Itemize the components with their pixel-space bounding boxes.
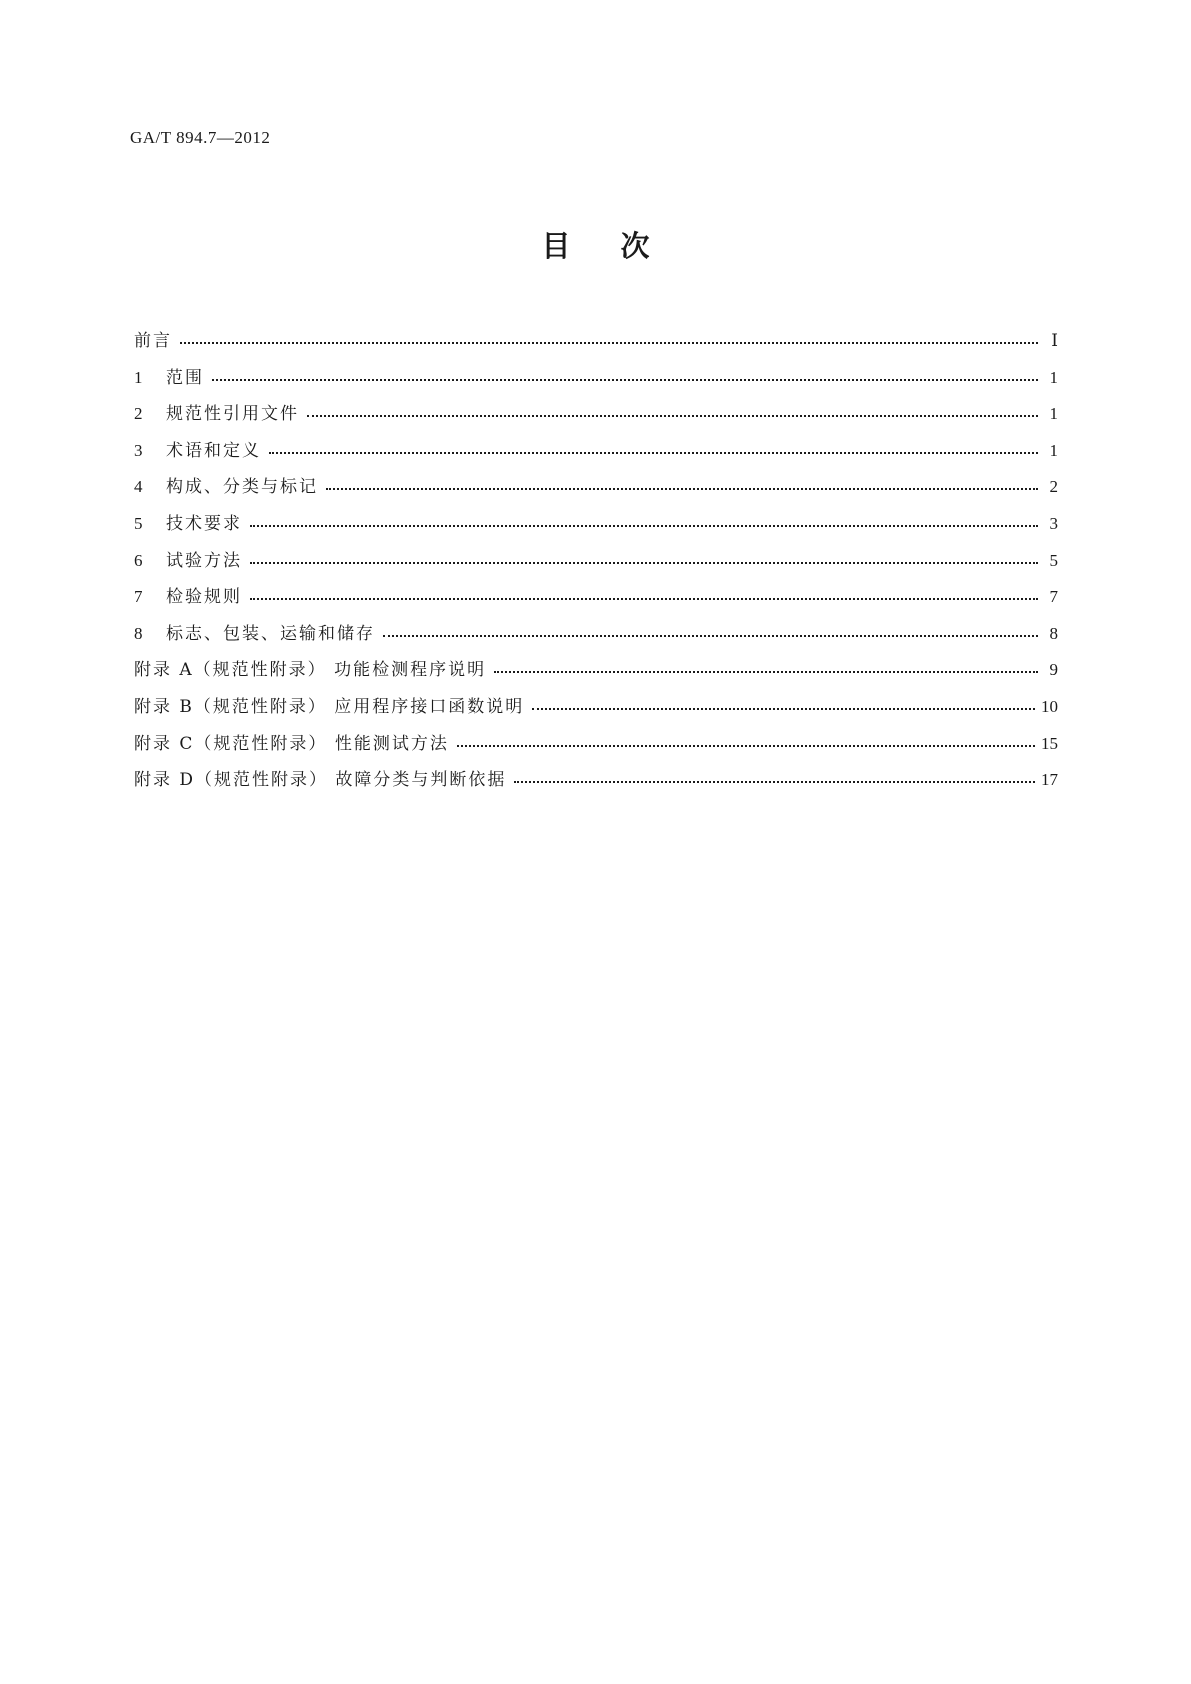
toc-leader — [307, 395, 1038, 417]
toc-leader — [532, 688, 1035, 710]
toc-entry-page: 1 — [1049, 404, 1058, 424]
toc-entry-page: 2 — [1049, 477, 1058, 497]
toc-entry-label: 术语和定义 — [166, 440, 261, 461]
toc-entry-page: 8 — [1049, 623, 1058, 643]
toc-entry-5[interactable] — [134, 507, 1058, 544]
toc-entry-number: 1 — [134, 367, 143, 387]
toc-entry-label: 技术要求 — [166, 513, 242, 534]
toc-entry-page: 7 — [1049, 587, 1058, 607]
toc-entry-label: 附录 A（规范性附录） 功能检测程序说明 — [134, 660, 487, 681]
toc-leader — [212, 359, 1038, 381]
toc-entry-page: 1 — [1049, 367, 1058, 387]
toc-entry-label: 构成、分类与标记 — [166, 477, 318, 498]
toc-entry-appendix-d[interactable] — [134, 763, 1058, 800]
toc-entry-label: 规范性引用文件 — [166, 404, 299, 425]
toc-entry-number: 3 — [134, 440, 143, 460]
toc-entry-label: 附录 B（规范性附录） 应用程序接口函数说明 — [134, 696, 525, 717]
toc-entry-foreword[interactable] — [134, 324, 1058, 361]
toc-entry-8[interactable] — [134, 617, 1058, 654]
toc-entry-7[interactable] — [134, 580, 1058, 617]
toc-entry-label: 前言 — [134, 331, 172, 351]
toc-entry-1[interactable] — [134, 361, 1058, 398]
toc-entry-label: 范围 — [166, 367, 204, 388]
toc-leader — [326, 468, 1038, 490]
toc-entry-number: 4 — [134, 477, 143, 497]
toc-leader — [514, 761, 1035, 783]
toc-entry-label: 试验方法 — [166, 550, 242, 571]
toc-entry-page: 9 — [1049, 660, 1058, 680]
toc-entry-page: 10 — [1041, 696, 1058, 716]
toc-leader — [180, 322, 1038, 344]
toc-entry-number: 5 — [134, 513, 143, 533]
toc-leader — [383, 615, 1038, 637]
toc-leader — [457, 725, 1035, 747]
toc-entry-appendix-a[interactable] — [134, 653, 1058, 690]
toc-entry-page: 3 — [1049, 513, 1058, 533]
table-of-contents — [134, 324, 1058, 800]
toc-entry-label: 附录 D（规范性附录） 故障分类与判断依据 — [134, 770, 507, 791]
toc-entry-number: 6 — [134, 550, 143, 570]
toc-entry-label: 检验规则 — [166, 587, 242, 608]
toc-entry-number: 2 — [134, 404, 143, 424]
toc-entry-label: 标志、包装、运输和储存 — [166, 623, 375, 644]
toc-leader — [269, 432, 1038, 454]
toc-entry-appendix-c[interactable] — [134, 727, 1058, 764]
toc-entry-4[interactable] — [134, 470, 1058, 507]
document-code: GA/T 894.7—2012 — [130, 128, 271, 147]
toc-leader — [250, 505, 1038, 527]
toc-leader — [250, 542, 1038, 564]
toc-entry-appendix-b[interactable] — [134, 690, 1058, 727]
toc-entry-page: 17 — [1041, 770, 1058, 790]
toc-entry-2[interactable] — [134, 397, 1058, 434]
toc-entry-label: 附录 C（规范性附录） 性能测试方法 — [134, 733, 449, 754]
toc-entry-page: Ⅰ — [1051, 331, 1058, 350]
toc-title: 目次 — [541, 229, 700, 263]
toc-entry-page: 15 — [1041, 733, 1058, 753]
toc-leader — [250, 578, 1038, 600]
toc-entry-number: 7 — [134, 587, 143, 607]
toc-entry-page: 5 — [1049, 550, 1058, 570]
toc-leader — [494, 651, 1038, 673]
toc-entry-number: 8 — [134, 623, 143, 643]
toc-entry-6[interactable] — [134, 544, 1058, 581]
toc-entry-3[interactable] — [134, 434, 1058, 471]
toc-entry-page: 1 — [1049, 440, 1058, 460]
